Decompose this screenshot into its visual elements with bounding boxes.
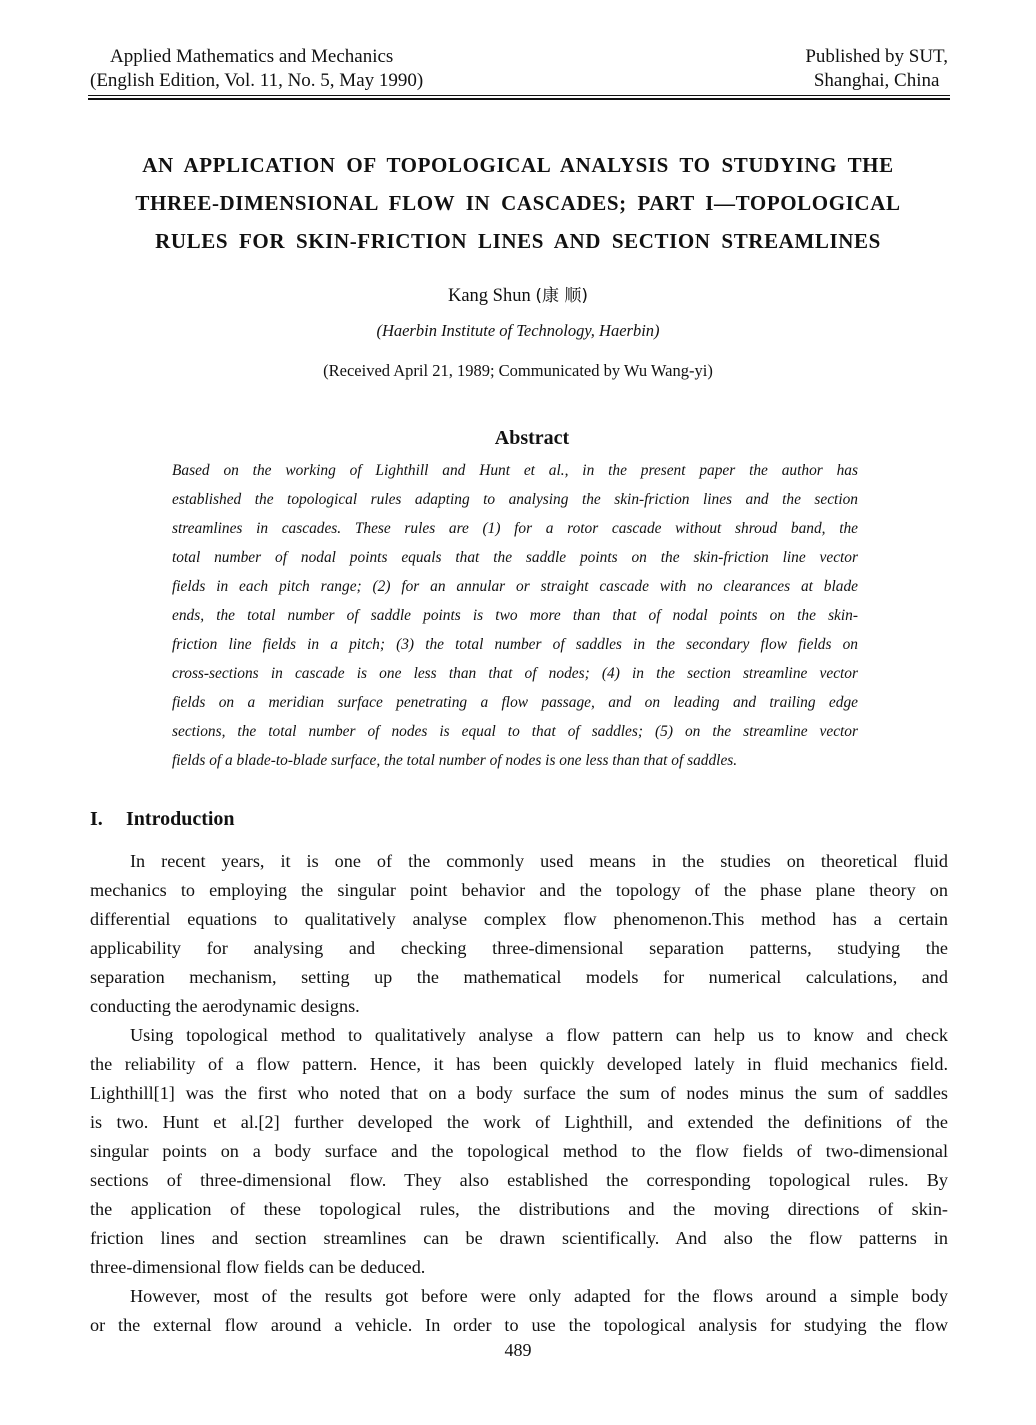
abstract-line: fields in each pitch range; (2) for an annular or straight cascade with no clearances at blade	[172, 578, 858, 595]
body-line: three-dimensional flow fields can be deduced.	[90, 1257, 426, 1277]
abstract-line: cross-sections in cascade is one less than that of nodes; (4) in the section streamline vector	[172, 665, 858, 682]
body-line: applicability for analysing and checking three-dimensional separation patterns, studying the	[90, 938, 948, 958]
section-number: I.	[90, 808, 103, 830]
abstract-line: friction line fields in a pitch; (3) the total number of saddles in the secondary flow fields on	[172, 636, 858, 653]
section-heading-introduction	[90, 808, 235, 831]
introduction-body	[90, 847, 948, 1340]
body-line: conducting the aerodynamic designs.	[90, 996, 360, 1016]
journal-name: Applied Mathematics and Mechanics	[110, 46, 394, 67]
body-line: sections of three-dimensional flow. They also established the corresponding topological rules. By	[90, 1170, 948, 1190]
body-line: Using topological method to qualitatively analyse a flow pattern can help us to know and check	[130, 1025, 948, 1045]
body-line: friction lines and section streamlines can be drawn scientifically. And also the flow patterns in	[90, 1228, 948, 1248]
abstract-body	[172, 456, 858, 775]
paper-title	[88, 146, 948, 260]
abstract-line: sections, the total number of nodes is equal to that of saddles; (5) on the streamline vector	[172, 723, 858, 740]
body-line: mechanics to employing the singular point behavior and the topology of the phase plane theory on	[90, 880, 948, 900]
body-line: In recent years, it is one of the commonly used means in the studies on theoretical fluid	[130, 851, 948, 871]
author-name: Kang Shun	[447, 286, 531, 306]
abstract-line: fields of a blade-to-blade surface, the total number of nodes is one less than that of saddles.	[172, 752, 738, 769]
body-line: the reliability of a flow pattern. Hence, it has been quickly developed lately in fluid mechanics field.	[90, 1054, 948, 1074]
publisher-name: Published by SUT,	[805, 46, 948, 67]
author-chinese-name: (康 顺)	[535, 286, 589, 306]
body-line: singular points on a body surface and the topological method to the flow fields of two-dimensional	[90, 1141, 948, 1161]
body-line: Lighthill[1] was the first who noted that on a body surface the sum of nodes minus the sum of saddles	[90, 1083, 948, 1103]
title-line: AN APPLICATION OF TOPOLOGICAL ANALYSIS TO STUDYING THE	[142, 153, 894, 177]
body-line: However, most of the results got before were only adapted for the flows around a simple body	[130, 1286, 948, 1306]
publisher-location: Shanghai, China	[813, 70, 940, 91]
journal-edition: (English Edition, Vol. 11, No. 5, May 1990)	[90, 70, 424, 91]
abstract-line: total number of nodal points equals that the saddle points on the skin-friction line vector	[172, 549, 858, 566]
body-line: differential equations to qualitatively analyse complex flow phenomenon.This method has a certain	[90, 909, 948, 929]
header-rule-thick	[88, 98, 950, 100]
journal-info	[90, 45, 423, 93]
body-line: is two. Hunt et al.[2] further developed the work of Lighthill, and extended the definitions of the	[90, 1112, 948, 1132]
publisher-info	[805, 45, 948, 93]
abstract-heading: Abstract	[494, 427, 570, 449]
affiliation: (Haerbin Institute of Technology, Haerbin)	[376, 321, 660, 340]
abstract-line: ends, the total number of saddle points is two more than that of nodal points on the skin-	[172, 607, 858, 624]
received-note: (Received April 21, 1989; Communicated by Wu Wang-yi)	[323, 361, 713, 380]
page-number: 489	[504, 1340, 532, 1360]
title-line: THREE-DIMENSIONAL FLOW IN CASCADES; PART I—TOPOLOGICAL	[135, 191, 901, 215]
body-line: the application of these topological rules, the distributions and the moving directions of skin-	[90, 1199, 948, 1219]
author-line	[0, 281, 1036, 307]
abstract-line: established the topological rules adapting to analysing the skin-friction lines and the section	[172, 491, 858, 508]
section-title: Introduction	[126, 808, 235, 830]
body-line: or the external flow around a vehicle. In order to use the topological analysis for studying the flow	[90, 1315, 948, 1335]
body-line: separation mechanism, setting up the mathematical models for numerical calculations, and	[90, 967, 948, 987]
abstract-line: streamlines in cascades. These rules are (1) for a rotor cascade without shroud band, the	[172, 520, 858, 537]
title-line: RULES FOR SKIN-FRICTION LINES AND SECTION STREAMLINES	[155, 229, 881, 253]
header-rule-thin	[88, 95, 950, 96]
abstract-line: fields on a meridian surface penetrating a flow passage, and on leading and trailing edge	[172, 694, 858, 711]
abstract-line: Based on the working of Lighthill and Hunt et al., in the present paper the author has	[172, 462, 858, 479]
